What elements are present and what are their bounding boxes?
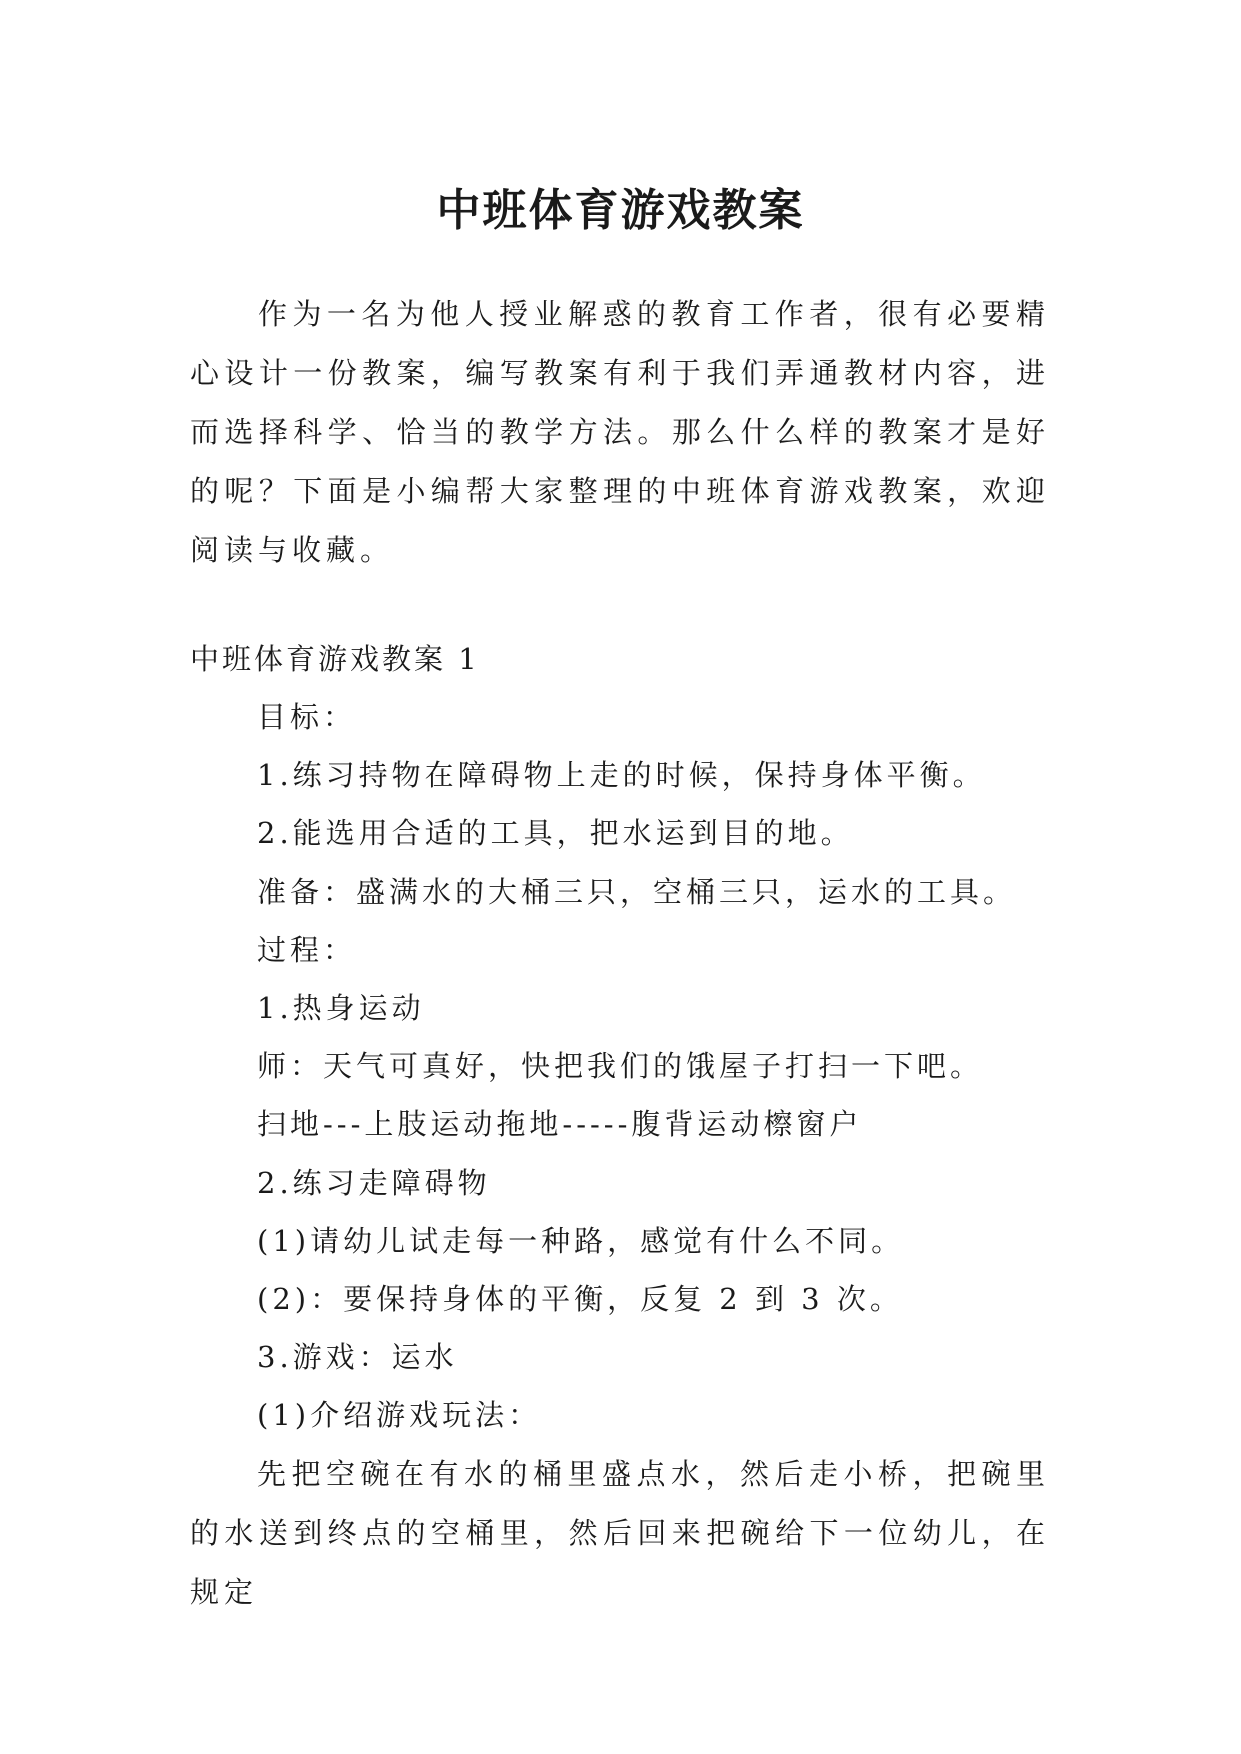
page-title: 中班体育游戏教案: [436, 185, 805, 237]
step-2-item-2: (2)：要保持身体的平衡，反复 2 到 3 次。: [257, 1282, 903, 1317]
goal-item-2: 2.能选用合适的工具，把水运到目的地。: [257, 816, 854, 851]
goal-heading: 目标：: [257, 700, 357, 734]
intro-paragraph: 作为一名为他人授业解惑的教育工作者，很有必要精心设计一份教案，编写教案有利于我们弄通教材内容，进而选择科学、恰当的教学方法。那么什么样的教案才是好的呢？下面是小编帮大家整理的中班体育游戏教案，欢迎阅读与收藏。: [190, 297, 1050, 567]
section-heading: 中班体育游戏教案 1: [190, 642, 480, 676]
process-step-1: 1.热身运动: [257, 991, 425, 1026]
process-step-2: 2.练习走障碍物: [257, 1165, 491, 1200]
step-2-item-1: (1)请幼儿试走每一种路，感觉有什么不同。: [257, 1223, 905, 1258]
game-rules-paragraph: 先把空碗在有水的桶里盛点水，然后走小桥，把碗里的水送到终点的空桶里，然后回来把碗给下一位幼儿，在规定: [190, 1457, 1050, 1609]
process-step-3: 3.游戏：运水: [257, 1340, 458, 1375]
step-3-item-1: (1)介绍游戏玩法：: [257, 1398, 542, 1433]
process-heading: 过程：: [257, 932, 357, 967]
teacher-line: 师：天气可真好，快把我们的饿屋子打扫一下吧。: [257, 1049, 984, 1084]
goal-item-1: 1.练习持物在障碍物上走的时候，保持身体平衡。: [257, 758, 986, 793]
preparation-line: 准备：盛满水的大桶三只，空桶三只，运水的工具。: [257, 874, 1017, 909]
exercise-line: 扫地---上肢运动拖地-----腹背运动檫窗户: [257, 1107, 863, 1142]
lesson-body: [257, 688, 1057, 1445]
